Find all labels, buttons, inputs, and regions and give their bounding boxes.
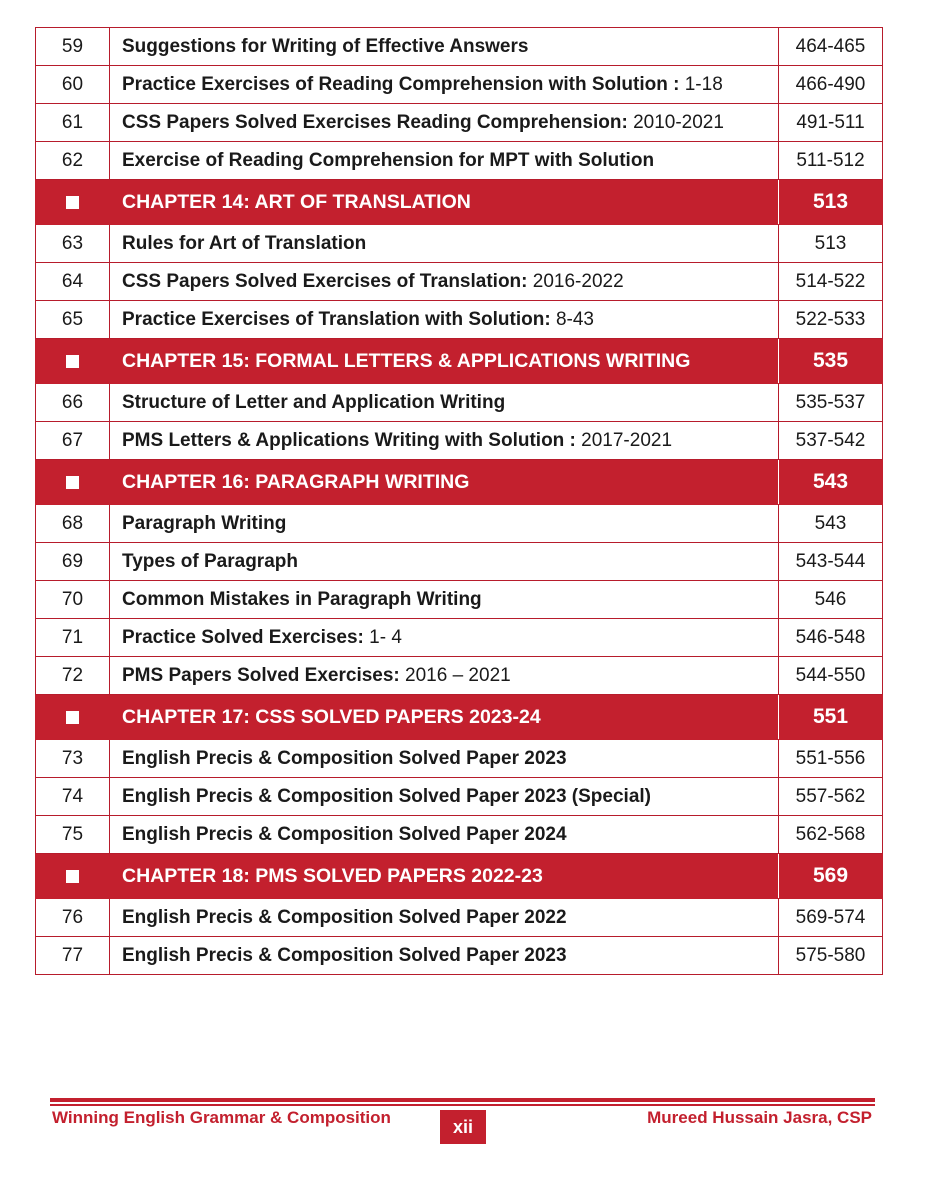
entry-title-range: 2016 – 2021 — [399, 664, 511, 686]
footer-divider-thin — [50, 1104, 875, 1106]
toc-entry-row — [36, 505, 883, 543]
table-of-contents — [35, 27, 883, 975]
entry-title — [110, 778, 779, 816]
entry-title-range: 1- 4 — [363, 626, 402, 648]
chapter-page: 551 — [779, 695, 883, 740]
toc-entry-row — [36, 104, 883, 142]
entry-title — [110, 422, 779, 460]
entry-pages: 464-465 — [779, 28, 883, 66]
toc-entry-row — [36, 937, 883, 975]
entry-number: 69 — [36, 543, 110, 581]
toc-entry-row — [36, 384, 883, 422]
entry-title-main: PMS Papers Solved Exercises: — [122, 664, 400, 686]
entry-title-main: English Precis & Composition Solved Paper 2022 — [122, 906, 567, 928]
entry-pages: 575-580 — [779, 937, 883, 975]
toc-entry-row — [36, 899, 883, 937]
toc-entry-row — [36, 657, 883, 695]
entry-title-range: 2017-2021 — [575, 429, 673, 451]
entry-pages: 543-544 — [779, 543, 883, 581]
entry-pages: 546-548 — [779, 619, 883, 657]
chapter-page: 569 — [779, 854, 883, 899]
entry-title-main: Exercise of Reading Comprehension for MPT with Solution — [122, 149, 655, 171]
entry-number: 62 — [36, 142, 110, 180]
entry-title — [110, 301, 779, 339]
entry-number: 65 — [36, 301, 110, 339]
entry-pages: 546 — [779, 581, 883, 619]
entry-title-range: 1-18 — [679, 73, 723, 95]
chapter-page: 513 — [779, 180, 883, 225]
entry-title — [110, 263, 779, 301]
entry-pages: 491-511 — [779, 104, 883, 142]
chapter-row — [36, 339, 883, 384]
entry-number: 68 — [36, 505, 110, 543]
square-bullet-icon — [66, 870, 79, 883]
footer-author: Mureed Hussain Jasra, CSP — [647, 1108, 872, 1127]
square-bullet-icon — [66, 476, 79, 489]
entry-number: 61 — [36, 104, 110, 142]
entry-title — [110, 104, 779, 142]
entry-title — [110, 66, 779, 104]
toc-entry-row — [36, 581, 883, 619]
chapter-row — [36, 460, 883, 505]
entry-title — [110, 28, 779, 66]
toc-entry-row — [36, 543, 883, 581]
entry-pages: 535-537 — [779, 384, 883, 422]
entry-pages: 522-533 — [779, 301, 883, 339]
entry-number: 59 — [36, 28, 110, 66]
toc-entry-row — [36, 816, 883, 854]
entry-pages: 544-550 — [779, 657, 883, 695]
chapter-bullet — [36, 695, 110, 740]
entry-pages: 514-522 — [779, 263, 883, 301]
footer-page-number: xii — [440, 1110, 486, 1144]
entry-title — [110, 225, 779, 263]
chapter-bullet — [36, 460, 110, 505]
chapter-page: 535 — [779, 339, 883, 384]
entry-title — [110, 543, 779, 581]
entry-pages: 543 — [779, 505, 883, 543]
entry-number: 75 — [36, 816, 110, 854]
entry-title-main: English Precis & Composition Solved Paper 2023 (Special) — [122, 785, 651, 807]
toc-entry-row — [36, 66, 883, 104]
toc-entry-row — [36, 225, 883, 263]
entry-number: 63 — [36, 225, 110, 263]
entry-title — [110, 505, 779, 543]
entry-title — [110, 384, 779, 422]
chapter-row — [36, 854, 883, 899]
entry-title-range: 2016-2022 — [527, 270, 624, 292]
entry-pages: 537-542 — [779, 422, 883, 460]
entry-title-main: Rules for Art of Translation — [122, 232, 367, 254]
entry-number: 71 — [36, 619, 110, 657]
entry-pages: 569-574 — [779, 899, 883, 937]
toc-body — [36, 28, 883, 975]
entry-title-main: Paragraph Writing — [122, 512, 287, 534]
entry-title-main: Practice Exercises of Reading Comprehension with Solution : — [122, 73, 680, 95]
entry-number: 76 — [36, 899, 110, 937]
chapter-bullet — [36, 339, 110, 384]
chapter-title: CHAPTER 16: PARAGRAPH WRITING — [110, 460, 779, 505]
entry-title — [110, 657, 779, 695]
square-bullet-icon — [66, 196, 79, 209]
entry-title-range: 8-43 — [550, 308, 594, 330]
entry-title-main: English Precis & Composition Solved Paper 2023 — [122, 747, 567, 769]
toc-entry-row — [36, 28, 883, 66]
entry-title-main: English Precis & Composition Solved Paper 2024 — [122, 823, 567, 845]
entry-number: 60 — [36, 66, 110, 104]
entry-number: 70 — [36, 581, 110, 619]
entry-pages: 551-556 — [779, 740, 883, 778]
entry-title-range: 2010-2021 — [627, 111, 724, 133]
entry-number: 72 — [36, 657, 110, 695]
entry-title — [110, 619, 779, 657]
entry-number: 74 — [36, 778, 110, 816]
entry-title-main: CSS Papers Solved Exercises of Translation: — [122, 270, 528, 292]
chapter-title: CHAPTER 18: PMS SOLVED PAPERS 2022-23 — [110, 854, 779, 899]
entry-number: 77 — [36, 937, 110, 975]
chapter-title: CHAPTER 17: CSS SOLVED PAPERS 2023-24 — [110, 695, 779, 740]
entry-pages: 562-568 — [779, 816, 883, 854]
chapter-row — [36, 180, 883, 225]
chapter-bullet — [36, 180, 110, 225]
chapter-title: CHAPTER 14: ART OF TRANSLATION — [110, 180, 779, 225]
entry-title — [110, 816, 779, 854]
entry-title-main: Structure of Letter and Application Writing — [122, 391, 506, 413]
square-bullet-icon — [66, 711, 79, 724]
toc-entry-row — [36, 740, 883, 778]
entry-pages: 511-512 — [779, 142, 883, 180]
entry-title — [110, 899, 779, 937]
entry-title — [110, 142, 779, 180]
chapter-page: 543 — [779, 460, 883, 505]
entry-title-main: English Precis & Composition Solved Paper 2023 — [122, 944, 567, 966]
entry-title-main: Types of Paragraph — [122, 550, 298, 572]
entry-number: 73 — [36, 740, 110, 778]
chapter-bullet — [36, 854, 110, 899]
chapter-row — [36, 695, 883, 740]
entry-pages: 513 — [779, 225, 883, 263]
entry-title — [110, 581, 779, 619]
entry-title — [110, 937, 779, 975]
toc-entry-row — [36, 422, 883, 460]
entry-title — [110, 740, 779, 778]
toc-entry-row — [36, 263, 883, 301]
toc-entry-row — [36, 142, 883, 180]
entry-number: 66 — [36, 384, 110, 422]
entry-pages: 466-490 — [779, 66, 883, 104]
entry-number: 64 — [36, 263, 110, 301]
toc-entry-row — [36, 778, 883, 816]
entry-title-main: CSS Papers Solved Exercises Reading Comprehension: — [122, 111, 628, 133]
chapter-title: CHAPTER 15: FORMAL LETTERS & APPLICATIONS WRITING — [110, 339, 779, 384]
entry-title-main: Practice Solved Exercises: — [122, 626, 364, 648]
toc-entry-row — [36, 619, 883, 657]
entry-number: 67 — [36, 422, 110, 460]
entry-title-main: Practice Exercises of Translation with Solution: — [122, 308, 551, 330]
entry-title-main: PMS Letters & Applications Writing with Solution : — [122, 429, 576, 451]
toc-entry-row — [36, 301, 883, 339]
entry-title-main: Suggestions for Writing of Effective Answers — [122, 35, 529, 57]
entry-pages: 557-562 — [779, 778, 883, 816]
entry-title-main: Common Mistakes in Paragraph Writing — [122, 588, 482, 610]
footer-book-title: Winning English Grammar & Composition — [52, 1108, 391, 1127]
square-bullet-icon — [66, 355, 79, 368]
footer-divider-thick — [50, 1098, 875, 1102]
